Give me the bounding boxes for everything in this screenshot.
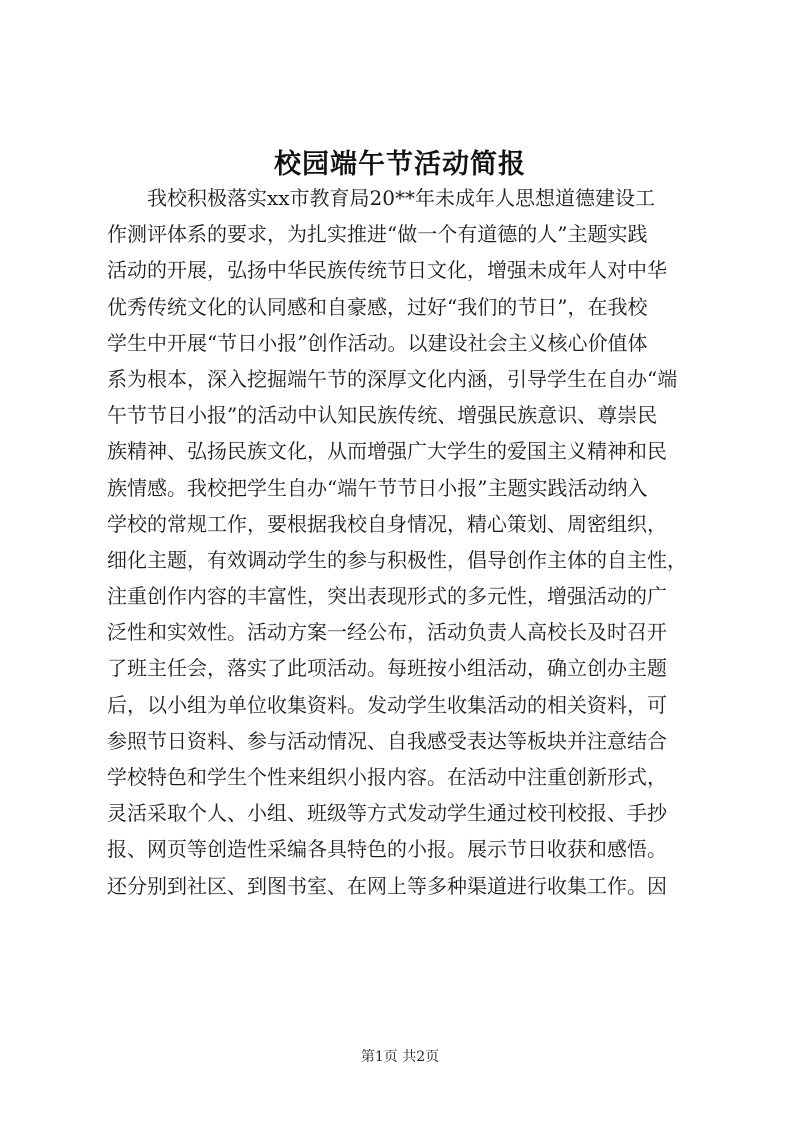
paragraph-line: 系为根本，深入挖掘端午节的深厚文化内涵，引导学生在自办“端 [107,366,678,391]
paragraph-line: 学生中开展“节日小报”创作活动。以建设社会主义核心价值体 [107,330,648,355]
paragraph-line: 优秀传统文化的认同感和自豪感，过好“我们的节日”，在我校 [107,294,648,319]
paragraph-line: 还分别到社区、到图书室、在网上等多种渠道进行收集工作。因 [107,873,667,898]
paragraph-line: 族精神、弘扬民族文化，从而增强广大学生的爱国主义精神和民 [107,439,667,464]
document-title: 校园端午节活动简报 [274,149,526,180]
paragraph-line: 活动的开展，弘扬中华民族传统节日文化，增强未成年人对中华 [107,258,667,283]
paragraph-line: 后，以小组为单位收集资料。发动学生收集活动的相关资料，可 [107,692,667,717]
paragraph-line: 午节节日小报”的活动中认知民族传统、增强民族意识、尊崇民 [107,403,658,428]
paragraph-line: 了班主任会，落实了此项活动。每班按小组活动，确立创办主题 [107,656,667,681]
paragraph-line: 学校的常规工作，要根据我校自身情况，精心策划、周密组织， [107,511,667,536]
paragraph-line: 学校特色和学生个性来组织小报内容。在活动中注重创新形式， [107,765,667,789]
paragraph-line: 报、网页等创造性采编各具特色的小报。展示节日收获和感悟。 [107,837,667,862]
paragraph-line: 族情感。我校把学生自办“端午节节日小报”主题实践活动纳入 [107,475,648,500]
paragraph-line: 我校积极落实xx市教育局20**年未成年人思想道德建设工 [107,186,656,210]
body-paragraph [107,180,707,904]
page-number-footer: 第1页 共2页 [360,1049,440,1065]
paragraph-line: 灵活采取个人、小组、班级等方式发动学生通过校刊校报、手抄 [107,801,667,826]
paragraph-line: 参照节日资料、参与活动情况、自我感受表达等板块并注意结合 [107,728,667,753]
paragraph-line: 泛性和实效性。活动方案一经公布，活动负责人高校长及时召开 [107,620,667,645]
paragraph-line: 细化主题，有效调动学生的参与积极性，倡导创作主体的自主性， [107,547,687,572]
paragraph-line: 注重创作内容的丰富性，突出表现形式的多元性，增强活动的广 [107,584,667,609]
paragraph-line: 作测评体系的要求，为扎实推进“做一个有道德的人”主题实践 [107,222,648,247]
